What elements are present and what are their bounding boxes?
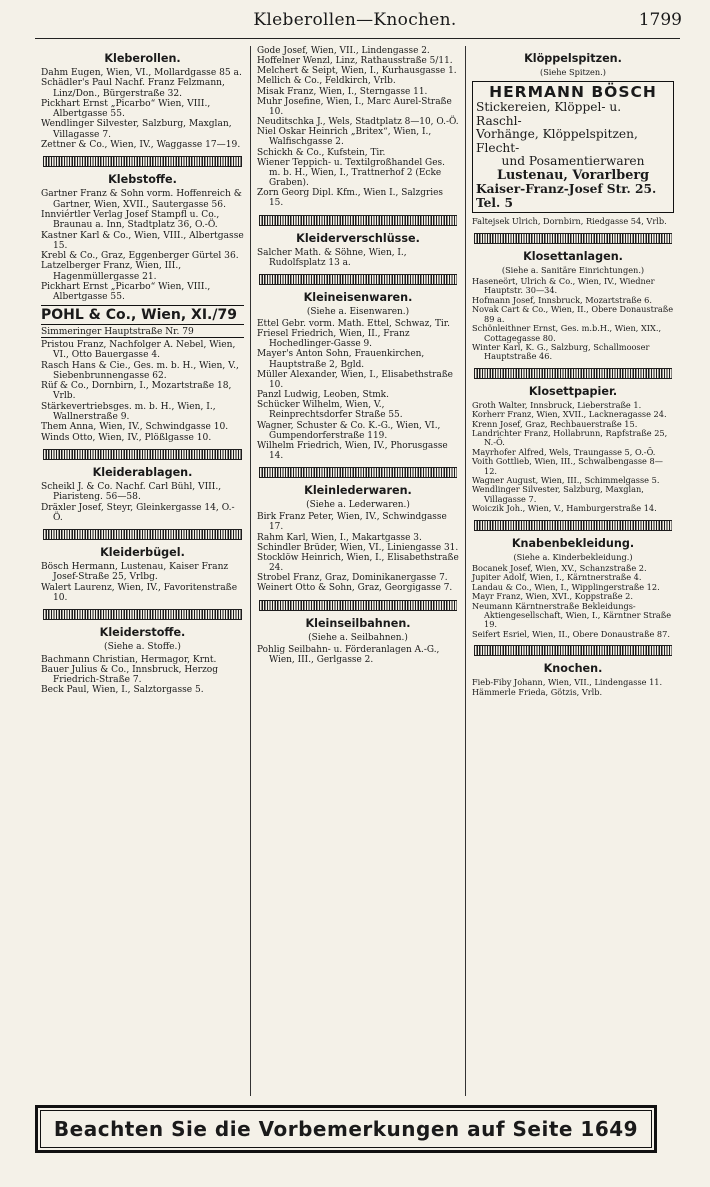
ad-name: POHL & Co., Wien, XI./79	[41, 306, 237, 323]
list-item: Rüf & Co., Dornbirn, I., Mozartstraße 18, Vrlb.	[41, 381, 232, 402]
ad-address: Kaiser-Franz-Josef Str. 25. Tel. 5	[476, 182, 657, 210]
section-heading: Kleiderbügel.	[100, 546, 185, 560]
list-item: Pristou Franz, Nachfolger A. Nebel, Wien, VI., Otto Bauergasse 4.	[41, 339, 236, 361]
section-heading: Kleiderverschlüsse.	[296, 231, 420, 245]
ad-text: und Posamentierwaren	[501, 154, 645, 169]
list-item: Latzelberger Franz, Wien, III., Hagenmüllergasse 21.	[41, 261, 182, 282]
ad-text: Stickereien, Klöppel- u. Raschl-	[476, 100, 622, 128]
list-item: Krenn Josef, Graz, Rechbauerstraße 15.	[472, 418, 638, 429]
list-item: Winter Karl, K. G., Salzburg, Schallmooser Hauptstraße 46.	[472, 341, 650, 362]
section-separator	[474, 368, 672, 379]
list-item: Faltejsek Ulrich, Dornbirn, Riedgasse 54, Vrlb.	[472, 216, 667, 227]
advertisement-hermann-boesch	[472, 81, 674, 213]
list-item: Rasch Hans & Cie., Ges. m. b. H., Wien, V., Siebenbrunnengasse 62.	[41, 360, 239, 381]
list-item: Stärkevertriebsges. m. b. H., Wien, I., Wallnerstraße 9.	[41, 401, 216, 423]
list-item: Wendlinger Silvester, Salzburg, Maxglan, Villagasse 7.	[472, 484, 644, 504]
header-rule	[35, 38, 680, 39]
list-item: Schädler's Paul Nachf. Franz Felzmann, Linz/Don., Bürgerstraße 32.	[41, 78, 225, 99]
ad-text: Vorhänge, Klöppelspitzen, Flecht-	[476, 127, 638, 155]
section-heading: Kleberollen.	[104, 52, 181, 65]
section-separator	[259, 467, 457, 478]
list-item: Haseneört, Ulrich & Co., Wien, IV., Wiedner Hauptstr. 30—34.	[472, 276, 655, 296]
section-heading: Kleiderablagen.	[92, 465, 193, 479]
list-item: Salcher Math. & Söhne, Wien, I., Rudolfsplatz 13 a.	[257, 247, 407, 268]
section-heading: Klosettpapier.	[528, 384, 618, 398]
section-separator	[43, 156, 242, 167]
list-item: Hämmerle Frieda, Götzis, Vrlb.	[472, 686, 603, 697]
list-item: Seifert Esriel, Wien, II., Obere Donaustraße 87.	[472, 628, 670, 639]
list-item: Fieb-Fiby Johann, Wien, VII., Lindengasse 11.	[472, 677, 663, 688]
column-2	[250, 46, 465, 1096]
list-item: Dräxler Josef, Steyr, Gleinkergasse 14, O.-Ö.	[41, 502, 235, 523]
list-item: Krebl & Co., Graz, Eggenberger Gürtel 36.	[41, 251, 239, 262]
section-heading: Knabenbekleidung.	[511, 536, 635, 550]
list-item: Schindler Brüder, Wien, VI., Liniengasse 31.	[257, 542, 459, 553]
list-item: Bauer Julius & Co., Innsbruck, Herzog Friedrich-Straße 7.	[41, 664, 219, 686]
list-item: Pohlig Seilbahn- u. Förderanlagen A.-G., Wien, III., Gerlgasse 2.	[257, 644, 440, 665]
list-item: Landrichter Franz, Hollabrunn, Rapfstraße 25, N.-Ö.	[472, 427, 668, 448]
list-item: Beck Paul, Wien, I., Salztorgasse 5.	[41, 685, 204, 696]
list-item: Mayrhofer Alfred, Wels, Traungasse 5, O.-Ö.	[472, 446, 656, 457]
section-separator	[474, 645, 672, 656]
list-item: Muhr Josefine, Wien, I., Marc Aurel-Straße 10.	[257, 96, 452, 117]
section-heading: Kleinseilbahnen.	[305, 616, 411, 630]
section-separator	[43, 529, 242, 540]
list-item: Voith Gottlieb, Wien, III., Schwalbengasse 8—12.	[472, 456, 663, 476]
list-item: Walert Laurenz, Wien, IV., Favoritenstraße 10.	[41, 582, 238, 603]
list-item: Ettel Gebr. vorm. Math. Ettel, Schwaz, Tir.	[257, 318, 450, 329]
directory-columns	[35, 46, 680, 1096]
list-item: Bösch Hermann, Lustenau, Kaiser Franz Josef-Straße 25, Vrlbg.	[41, 562, 229, 583]
list-item: Gode Josef, Wien, VII., Lindengasse 2.	[257, 46, 430, 56]
list-item: Mayer's Anton Sohn, Frauenkirchen, Hauptstraße 2, Bgld.	[257, 349, 425, 370]
list-item: Pickhart Ernst „Picarbo“ Wien, VIII., Albertgasse 55.	[41, 98, 211, 120]
list-item: Gartner Franz & Sohn vorm. Hoffenreich & Gartner, Wien, XVII., Sautergasse 56.	[41, 189, 242, 210]
section-separator	[474, 233, 672, 244]
section-heading: Klebstoffe.	[108, 173, 177, 187]
list-item: Landau & Co., Wien, I., Wipplingerstraße 12.	[472, 581, 660, 592]
list-item: Them Anna, Wien, IV., Schwindgasse 10.	[41, 422, 229, 433]
page-header	[0, 6, 710, 36]
list-item: Birk Franz Peter, Wien, IV., Schwindgasse 17.	[257, 512, 447, 533]
list-item: Kastner Karl & Co., Wien, VIII., Albertgasse 15.	[41, 230, 244, 251]
section-heading: Kleinlederwaren.	[304, 484, 412, 498]
list-item: Mayr Franz, Wien, XVI., Koppstraße 2.	[472, 591, 633, 602]
list-item: Wagner, Schuster & Co. K.-G., Wien, VI., Gumpendorferstraße 119.	[257, 420, 441, 441]
cross-reference: (Siehe a. Eisenwaren.)	[306, 306, 410, 317]
page-title: Kleberollen—Knochen.	[253, 10, 457, 30]
list-item: Misak Franz, Wien, I., Sterngasse 11.	[257, 86, 428, 97]
ad-address: Simmeringer Hauptstraße Nr. 79	[41, 327, 244, 338]
list-item: Jupiter Adolf, Wien, I., Kärntnerstraße 4.	[472, 572, 642, 583]
section-separator	[259, 600, 457, 611]
list-item: Bachmann Christian, Hermagor, Krnt.	[41, 654, 217, 665]
list-item: Dahm Eugen, Wien, VI., Mollardgasse 85 a.	[41, 68, 242, 78]
list-item: Novak Cart & Co., Wien, II., Obere Donaustraße 89 a.	[472, 304, 674, 324]
section-separator	[474, 520, 672, 531]
list-item: Neuditschka J., Wels, Stadtplatz 8—10, O.-Ö.	[257, 117, 459, 128]
section-heading: Kleineisenwaren.	[303, 290, 413, 304]
section-heading: Klosettanlagen.	[523, 249, 623, 263]
list-item: Schickh & Co., Kufstein, Tir.	[257, 147, 386, 158]
list-item: Schücker Wilhelm, Wien, V., Reinprechtsdorfer Straße 55.	[257, 400, 403, 421]
list-item: Innviértler Verlag Josef Stampfl u. Co., Braunau a. Inn, Stadtplatz 36, O.-Ö.	[41, 209, 220, 231]
list-item: Wendlinger Silvester, Salzburg, Maxglan, Villagasse 7.	[41, 119, 232, 140]
list-item: Melchert & Seipt, Wien, I., Kurhausgasse 1.	[257, 66, 457, 77]
list-item: Pickhart Ernst „Picarbo“ Wien, VIII., Albertgasse 55.	[41, 282, 211, 303]
cross-reference: (Siehe a. Lederwaren.)	[306, 500, 410, 511]
list-item: Korherr Franz, Wien, XVII., Lackneragasse 24.	[472, 409, 667, 420]
cross-reference: (Siehe a. Kinderbekleidung.)	[513, 551, 633, 562]
list-item: Stocklöw Heinrich, Wien, I., Elisabethstraße 24.	[257, 552, 459, 574]
section-heading: Klöppelspitzen.	[524, 52, 622, 65]
list-item: Hoffelner Wenzl, Linz, Rathausstraße 5/11.	[257, 56, 453, 67]
list-item: Wagner August, Wien, III., Schimmelgasse 5.	[472, 474, 660, 485]
list-item: Wiener Teppich- u. Textilgroßhandel Ges. m. b. H., Wien, I., Trattnerhof 2 (Ecke Graben).	[257, 157, 445, 189]
list-item: Panzl Ludwig, Leoben, Stmk.	[257, 390, 389, 401]
advertisement-pohl	[41, 305, 244, 325]
footer-notice-text: Beachten Sie die Vorbemerkungen auf Seite 1649	[53, 1117, 639, 1141]
section-separator	[43, 449, 242, 460]
section-heading: Kleiderstoffe.	[99, 626, 186, 640]
list-item: Friesel Friedrich, Wien, II., Franz Hochedlinger-Gasse 9.	[257, 329, 410, 350]
list-item: Strobel Franz, Graz, Dominikanergasse 7.	[257, 573, 448, 584]
list-item: Rahm Karl, Wien, I., Makartgasse 3.	[257, 532, 422, 543]
list-item: Hofmann Josef, Innsbruck, Mozartstraße 6.	[472, 294, 652, 305]
list-item: Zorn Georg Dipl. Kfm., Wien I., Salzgries 15.	[257, 188, 443, 209]
ad-name: HERMANN BÖSCH	[489, 83, 657, 102]
cross-reference: (Siehe Spitzen.)	[540, 67, 606, 77]
list-item: Niel Oskar Heinrich „Britex“, Wien, I., Walfischgasse 2.	[257, 127, 432, 148]
column-3	[465, 46, 680, 1096]
cross-reference: (Siehe a. Sanitäre Einrichtungen.)	[501, 264, 645, 275]
list-item: Wilhelm Friedrich, Wien, IV., Phorusgasse 14.	[257, 440, 448, 461]
section-separator	[259, 274, 457, 285]
list-item: Zettner & Co., Wien, IV., Waggasse 17—19.	[41, 140, 241, 151]
list-item: Winds Otto, Wien, IV., Plößlgasse 10.	[41, 432, 212, 443]
cross-reference: (Siehe a. Seilbahnen.)	[308, 632, 408, 643]
section-separator	[259, 215, 457, 226]
list-item: Weinert Otto & Sohn, Graz, Georgigasse 7.	[257, 583, 453, 594]
list-item: Mellich & Co., Feldkirch, Vrlb.	[257, 76, 396, 87]
list-item: Müller Alexander, Wien, I., Elisabethstraße 10.	[257, 369, 453, 390]
section-separator	[43, 609, 242, 620]
list-item: Bocanek Josef, Wien, XV., Schanzstraße 2.	[472, 563, 647, 573]
list-item: Schönleithner Ernst, Ges. m.b.H., Wien, XIX., Cottagegasse 80.	[472, 323, 662, 343]
list-item: Neumann Kärntnerstraße Bekleidungs-Aktiengesellschaft, Wien, I., Kärntner Straße 19.	[472, 600, 672, 630]
ad-location: Lustenau, Vorarlberg	[496, 168, 650, 184]
list-item: Groth Walter, Innsbruck, Lieberstraße 1.	[472, 399, 642, 410]
section-heading: Knochen.	[543, 662, 603, 676]
footer-notice	[35, 1105, 657, 1153]
list-item: Woiczik Joh., Wien, V., Hamburgerstraße 14.	[472, 503, 657, 514]
list-item: Scheikl J. & Co. Nachf. Carl Bühl, VIII., Piaristeng. 56—58.	[41, 481, 222, 503]
column-1	[35, 46, 250, 1096]
page-number: 1799	[638, 10, 682, 30]
cross-reference: (Siehe a. Stoffe.)	[104, 642, 181, 653]
